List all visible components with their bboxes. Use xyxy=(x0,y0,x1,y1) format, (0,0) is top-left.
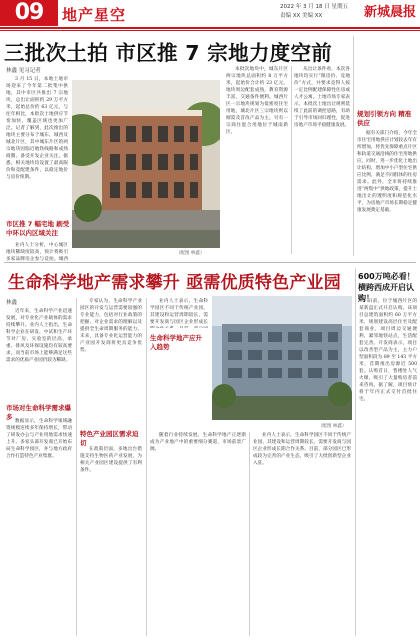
lead-photo-caption: （配图 林鑫） xyxy=(176,251,205,256)
second-col2-subhead: 特色产业园区需求迫切 xyxy=(80,430,139,447)
side-story-text: 日前，位于城西片区的某新盘正式开启认购。该项目总建筑面积约 60 万平方米，规划建设高层住宅及配套商业，项目周边交通便利，紧邻地铁站点，生活配套完善。开发商表示，项目以改善型产品为主，主力户型面积段为 89 至 143 平方米，首期推出房源近 500 套。认购首日，售楼处人气火爆，吸引了大量购房者前来咨询。据了解，项目预计将于年内正式交付首批住宅。 xyxy=(359,299,417,402)
second-headline: 生命科学地产需求攀升 亟需优质特色产业园 xyxy=(8,273,341,293)
lead-headline: 三批次土拍 市区推 7 宗地力度空前 xyxy=(4,41,333,65)
second-byline: 林鑫 xyxy=(6,300,18,306)
second-col2-text: 专家认为，生命科学产业园区的开发与运营需要较强的专业能力，包括对行业政策的把握、对企业需求的理解以及提供全生命周期服务的能力。未来，具备专业化运营能力的产业园开发商将更具竞争优势。 xyxy=(80,299,142,353)
header-rule xyxy=(0,27,420,29)
second-col3-subhead: 生命科学地产应升入趋势 xyxy=(150,334,202,351)
side-headline: 600万吨必看！横跨西成开启认购！ xyxy=(358,272,415,303)
column-divider-2 xyxy=(76,298,77,636)
editor-line: 责编 XX 美编 XX xyxy=(280,13,323,19)
lead-col1-text2: 业内人士分析，中心城区地块稀缺度较高，预计将吸引多家品牌房企参与竞拍。城西 xyxy=(6,243,68,262)
second-col4-text: 业内人士表示，生命科学园区不同于传统产业园，其建设和运营周期较长，需要开发商与园区企业形成长期合作关系。目前，部分园区已形成较为完善的产业生态，吸引了大批创新型企业入驻。 xyxy=(253,433,351,466)
lead-byline: 林鑫 见习记者 xyxy=(6,68,41,74)
column-divider xyxy=(291,66,292,254)
lab-building-photo xyxy=(212,296,352,420)
section-separator xyxy=(4,262,416,263)
lead-col1-subhead: 市区推 7 幅宅地 刷受中环以内区域关注 xyxy=(6,220,70,237)
lead-col4-text: 据有关部门介绍，今年全市住宅用地供应计划较去年有所增加，将优先保障重点片区和轨道交通沿线的住宅用地供应。同时，进一步优化土地出让结构，增加中小户型住宅供应比例，满足不同群体的住房需求。此外，全市将持续推进“两集中”供地政策，提升土地出让的透明度和规范化水平，为房地产市场长期稳定健康发展奠定基础。 xyxy=(357,131,417,213)
second-col2-text2: 在政策层面，多地出台措施支持生物医药产业发展，为相关产业园区建设提供了有利条件。 xyxy=(80,447,142,473)
page-number: 09 xyxy=(0,0,58,26)
second-col1-text2: 数据显示，生命科学领域融资规模连续多年保持增长，带动了研发办公与产业用地需求快速上升。多家头部开发商已开始布局生命科学园区，并与地方政府合作打造特色产业集群。 xyxy=(6,419,72,459)
lab-building-image xyxy=(212,296,352,420)
column-divider-3 xyxy=(146,298,147,636)
issue-date: 2022 年 3 月 18 日 星期五 xyxy=(280,4,348,10)
campus-building-image xyxy=(72,80,220,248)
second-photo-caption: （配图 林鑫） xyxy=(318,424,347,429)
campus-building-photo xyxy=(72,80,220,248)
column-divider-right xyxy=(353,36,354,256)
lead-col2-text: 本批次地块中，城东片区两宗地块总面积约 8 万平方米，起始价合计约 23 亿元。地块周边配套成熟，教育资源丰富，交通条件便利。城西片区一宗地块规划为低密度住宅用地，城北片区三宗地块则以刚需及首改产品为主。另有一宗商住混合用地位于城南新区。 xyxy=(226,67,288,135)
lead-col4-subhead: 规划引领方向 精准供应 xyxy=(357,110,412,127)
second-col3-text2: 随着行业持续发展，生命科学地产正逐渐成为产业地产中的重要细分赛道，市场前景广阔。 xyxy=(150,433,246,452)
section-title: 地产星空 xyxy=(62,6,127,24)
column-divider-4 xyxy=(249,432,250,636)
second-col1-subhead: 市场对生命科学需求爆多 xyxy=(6,404,71,421)
lead-col1-text: 3 月 15 日，本地土地市场迎来了今年第二批集中供地，其中市区共推出 7 宗地块，总出让面积约 29 万平方米，起始总价约 63 亿元。与往年相比，本批次土地供应节奏加快，覆盖区域也更加广泛。记者了解到，此次推出的地块主要分布于城东、城西及城北片区，其中城东片区的两宗地块因临近地铁线路和成熟商圈，备受开发企业关注。据悉，相关地块均设置了最高限价和竞配建条件，以稳定地价与房价预期。 xyxy=(6,77,68,180)
header-rule-thin xyxy=(0,30,420,31)
second-col3-text: 业内人士表示，生命科学园区不同于传统产业园，其建设和运营周期较长，需要开发商与园区企业形成长 xyxy=(150,299,208,325)
newspaper-logo: 新城晨报 xyxy=(364,5,417,20)
second-col1-text: 近年来，生命科学产业迅速发展，对专业化产业载体的需求持续攀升。业内人士指出，生命科学企业在研发、中试和生产环节对厂房、实验室的层高、承重、排风及环保设施均有较高要求，而当前市场上能够满足这些需求的优质产业园仍较为稀缺。 xyxy=(6,309,72,363)
column-divider-side xyxy=(355,268,356,636)
lead-col3-text: 从出让条件看，本次各地块均实行“限房价、竞地价”方式，并要求竞得人按一定比例配建保障性住房或人才公寓。土地市场专家表示，本批次土地出让规则延续了此前的调控思路，有助于引导市场回归理性，促进房地产市场平稳健康发展。 xyxy=(294,67,350,128)
